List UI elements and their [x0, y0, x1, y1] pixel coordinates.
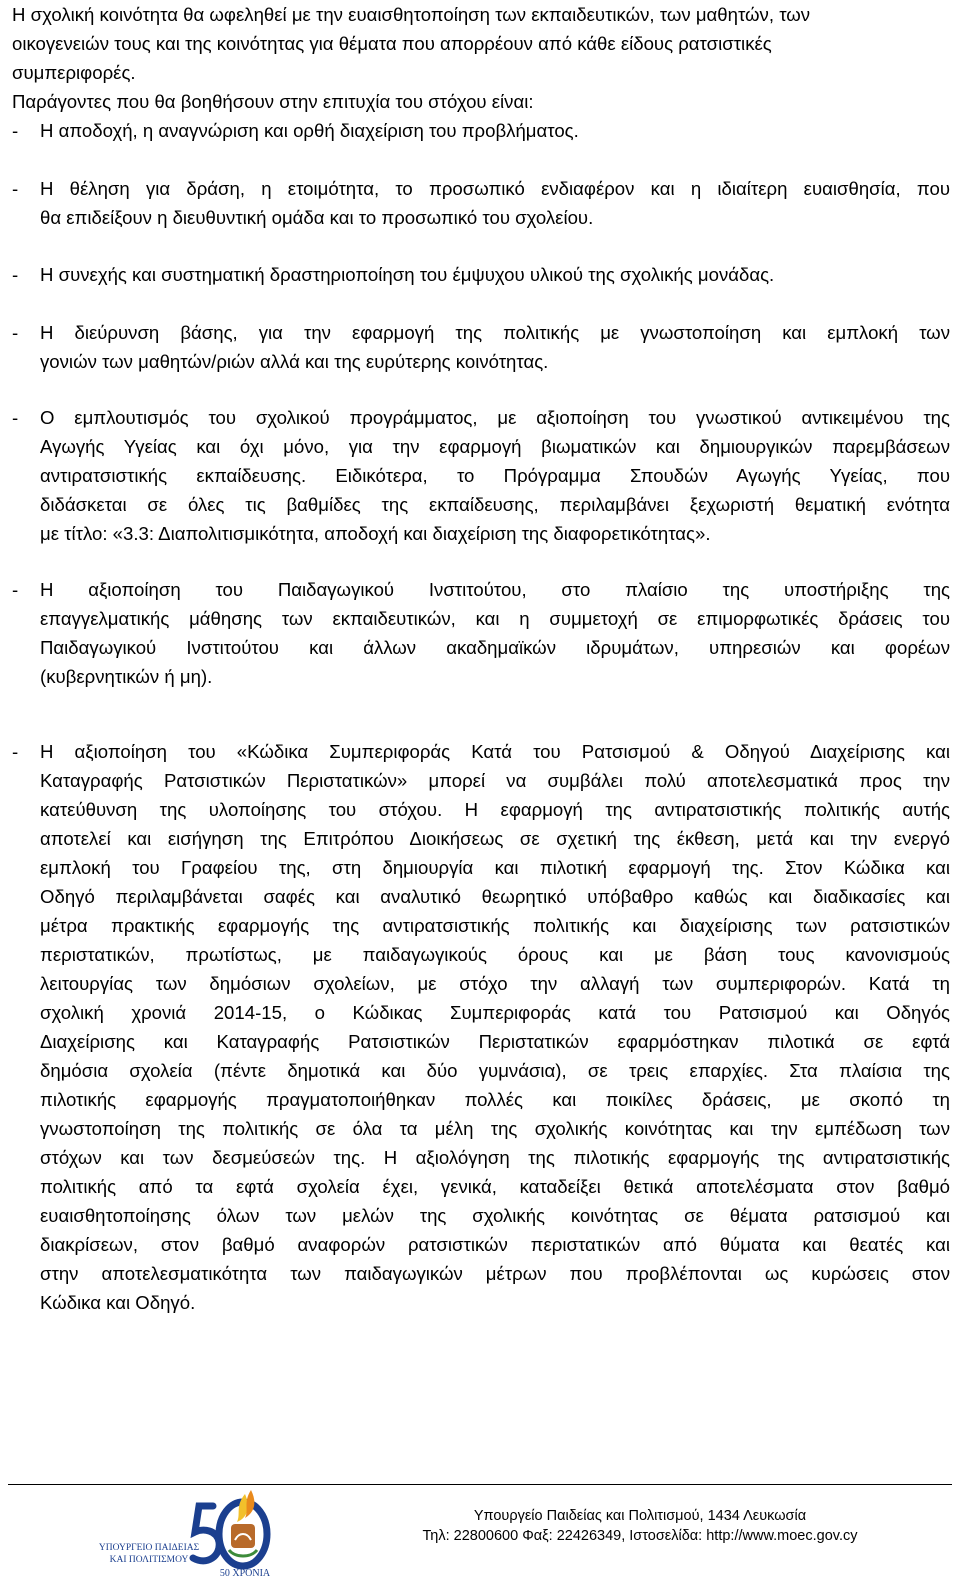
intro-paragraph: [12, 0, 952, 116]
list-dash: -: [12, 322, 19, 343]
logo-graphic: [95, 1488, 295, 1578]
text-line: λειτουργίας των δημόσιων σχολείων, με στόχο την αλλαγή των συμπεριφορών. Κατά τη: [40, 973, 950, 994]
text-line: πιλοτικής εφαρμογής πραγματοποιήθηκαν πολλές και ποικίλες δράσεις, με σκοπό τη: [40, 1089, 950, 1110]
text-line: περιστατικών, πρωτίστως, με παιδαγωγικούς όρους και με βάση τους κανονισμούς: [40, 944, 950, 965]
list-item: [12, 403, 952, 548]
text-line: Η διεύρυνση βάσης, για την εφαρμογή της πολιτικής με γνωστοποίηση και εμπλοκή των: [40, 322, 950, 343]
list-item: [12, 737, 952, 1317]
list-item-text: [40, 737, 950, 1317]
text-line: πολιτικής από τα εφτά σχολεία έχει, γενικά, καταδείξει θετικά αποτελέσματα στον βαθμό: [40, 1176, 950, 1197]
footer-contact: Τηλ: 22800600 Φαξ: 22426349, Ιστοσελίδα: http://www.moec.gov.cy: [422, 1528, 858, 1544]
text-line: Η αξιοποίηση του Παιδαγωγικού Ινστιτούτου, στο πλαίσιο της υποστήριξης της: [40, 579, 950, 600]
list-dash: -: [12, 264, 19, 285]
list-item: [12, 116, 952, 145]
list-item-text: [40, 575, 950, 691]
list-item-text: [40, 260, 950, 289]
text-line: μέτρα πρακτικής εφαρμογής της αντιρατσιστικής πολιτικής και διαχείρισης των ρατσιστικών: [40, 915, 950, 936]
list-item-text: [40, 174, 950, 232]
text-line: στην αποτελεσματικότητα των παιδαγωγικών μέτρων που προβλέπονται ως κυρώσεις στον: [40, 1263, 950, 1284]
text-line: Η αποδοχή, η αναγνώριση και ορθή διαχείριση του προβλήματος.: [40, 120, 579, 141]
text-line: Καταγραφής Ρατσιστικών Περιστατικών» μπορεί να συμβάλει πολύ αποτελεσματικά προς την: [40, 770, 950, 791]
logo-flame-icon: [237, 1494, 248, 1522]
list-item: [12, 575, 952, 691]
text-line: δημόσια σχολεία (πέντε δημοτικά και δύο γυμνάσια), σε τρεις επαρχίες. Στα πλαίσια της: [40, 1060, 950, 1081]
logo-olive-branch-icon: [229, 1550, 257, 1556]
text-line: γονιών των μαθητών/ριών αλλά και της ευρύτερης κοινότητας.: [40, 351, 549, 372]
intro-line: συμπεριφορές.: [12, 62, 136, 83]
text-line: γνωστοποίηση της πολιτικής σε όλα τα μέλη της σχολικής κοινότητας και την εμπέδωση των: [40, 1118, 950, 1139]
text-line: Ο εμπλουτισμός του σχολικού προγράμματος, με αξιοποίηση του γνωστικού αντικειμένου της: [40, 407, 950, 428]
text-line: διδάσκεται σε όλες τις βαθμίδες της εκπαίδευσης, περιλαμβάνει ξεχωριστή θεματική ενότητα: [40, 494, 950, 515]
ministry-50-years-logo: [95, 1488, 295, 1578]
logo-emblem-icon: [231, 1524, 255, 1548]
intro-line: οικογενειών τους και της κοινότητας για θέματα που απορρέουν από κάθε είδους ρατσιστικές: [12, 33, 772, 54]
text-line: στόχων και των δεσμεύσεών της. Η αξιολόγηση της πιλοτικής εφαρμογής της αντιρατσιστικής: [40, 1147, 950, 1168]
logo-years-text: 50 ΧΡΟΝΙΑ: [219, 1568, 271, 1578]
text-line: διακρίσεων, στον βαθμό αναφορών ρατσιστικών περιστατικών από θύματα και θεατές και: [40, 1234, 950, 1255]
footer-contact-block: [360, 1506, 920, 1546]
text-line: θα επιδείξουν η διευθυντική ομάδα και το προσωπικό του σχολείου.: [40, 207, 594, 228]
list-dash: -: [12, 579, 19, 600]
list-item: [12, 174, 952, 232]
text-line: Οδηγό περιλαμβάνεται σαφές και αναλυτικό θεωρητικό υπόβαθρο καθώς και διαδικασίες και: [40, 886, 950, 907]
list-item: [12, 318, 952, 376]
text-line: επαγγελματικής μάθησης των εκπαιδευτικών, και η συμμετοχή σε επιμορφωτικές δράσεις του: [40, 608, 950, 629]
text-line: ευαισθητοποίησης όλων των μελών της σχολικής κοινότητας σε θέματα ρατσισμού και: [40, 1205, 950, 1226]
text-line: σχολική χρονιά 2014-15, ο Κώδικας Συμπεριφοράς κατά του Ρατσισμού και Οδηγός: [40, 1002, 950, 1023]
logo-ministry-line1: ΥΠΟΥΡΓΕΙΟ ΠΑΙΔΕΙΑΣ: [98, 1543, 200, 1553]
list-dash: -: [12, 407, 19, 428]
list-item-text: [40, 116, 950, 145]
list-dash: -: [12, 120, 19, 141]
text-line: Αγωγής Υγείας και όχι μόνο, για την εφαρμογή βιωματικών και δημιουργικών παρεμβάσεων: [40, 436, 950, 457]
text-line: Διαχείρισης και Καταγραφής Ρατσιστικών Περιστατικών εφαρμόστηκαν πιλοτικά σε εφτά: [40, 1031, 950, 1052]
text-line: Κώδικα και Οδηγό.: [40, 1292, 196, 1313]
intro-line: Η σχολική κοινότητα θα ωφεληθεί με την ευαισθητοποίηση των εκπαιδευτικών, των μαθητών, των: [12, 4, 811, 25]
text-line: αντιρατσιστικής εκπαίδευσης. Ειδικότερα, το Πρόγραμμα Σπουδών Αγωγής Υγείας, που: [40, 465, 950, 486]
text-line: κατεύθυνση της υλοποίησης του στόχου. Η εφαρμογή της αντιρατσιστικής πολιτικής αυτής: [40, 799, 950, 820]
text-line: Η θέληση για δράση, η ετοιμότητα, το προσωπικό ενδιαφέρον και η ιδιαίτερη ευαισθησία, που: [40, 178, 950, 199]
text-line: (κυβερνητικών ή μη).: [40, 666, 213, 687]
list-item: [12, 260, 952, 289]
intro-line: Παράγοντες που θα βοηθήσουν στην επιτυχία του στόχου είναι:: [12, 91, 534, 112]
text-line: αποτελεί και εισήγηση της Επιτρόπου Διοικήσεως σε σχετική της έκθεση, μετά και την ενεργό: [40, 828, 950, 849]
list-item-text: [40, 318, 950, 376]
list-dash: -: [12, 178, 19, 199]
text-line: εμπλοκή του Γραφείου της, στη δημιουργία και πιλοτική εφαρμογή της. Στον Κώδικα και: [40, 857, 950, 878]
text-line: Η συνεχής και συστηματική δραστηριοποίηση του έμψυχου υλικού της σχολικής μονάδας.: [40, 264, 775, 285]
text-line: Η αξιοποίηση του «Κώδικα Συμπεριφοράς Κατά του Ρατσισμού & Οδηγού Διαχείρισης και: [40, 741, 950, 762]
text-line: με τίτλο: «3.3: Διαπολιτισμικότητα, αποδοχή και διαχείριση της διαφορετικότητας».: [40, 523, 711, 544]
text-line: Παιδαγωγικού Ινστιτούτου και άλλων ακαδημαϊκών ιδρυμάτων, υπηρεσιών και φορέων: [40, 637, 950, 658]
list-dash: -: [12, 741, 19, 762]
list-item-text: [40, 403, 950, 548]
logo-ministry-line2: ΚΑΙ ΠΟΛΙΤΙΣΜΟΥ: [109, 1555, 189, 1565]
footer-divider: [8, 1484, 952, 1485]
footer-address: Υπουργείο Παιδείας και Πολιτισμού, 1434 Λευκωσία: [473, 1508, 807, 1524]
